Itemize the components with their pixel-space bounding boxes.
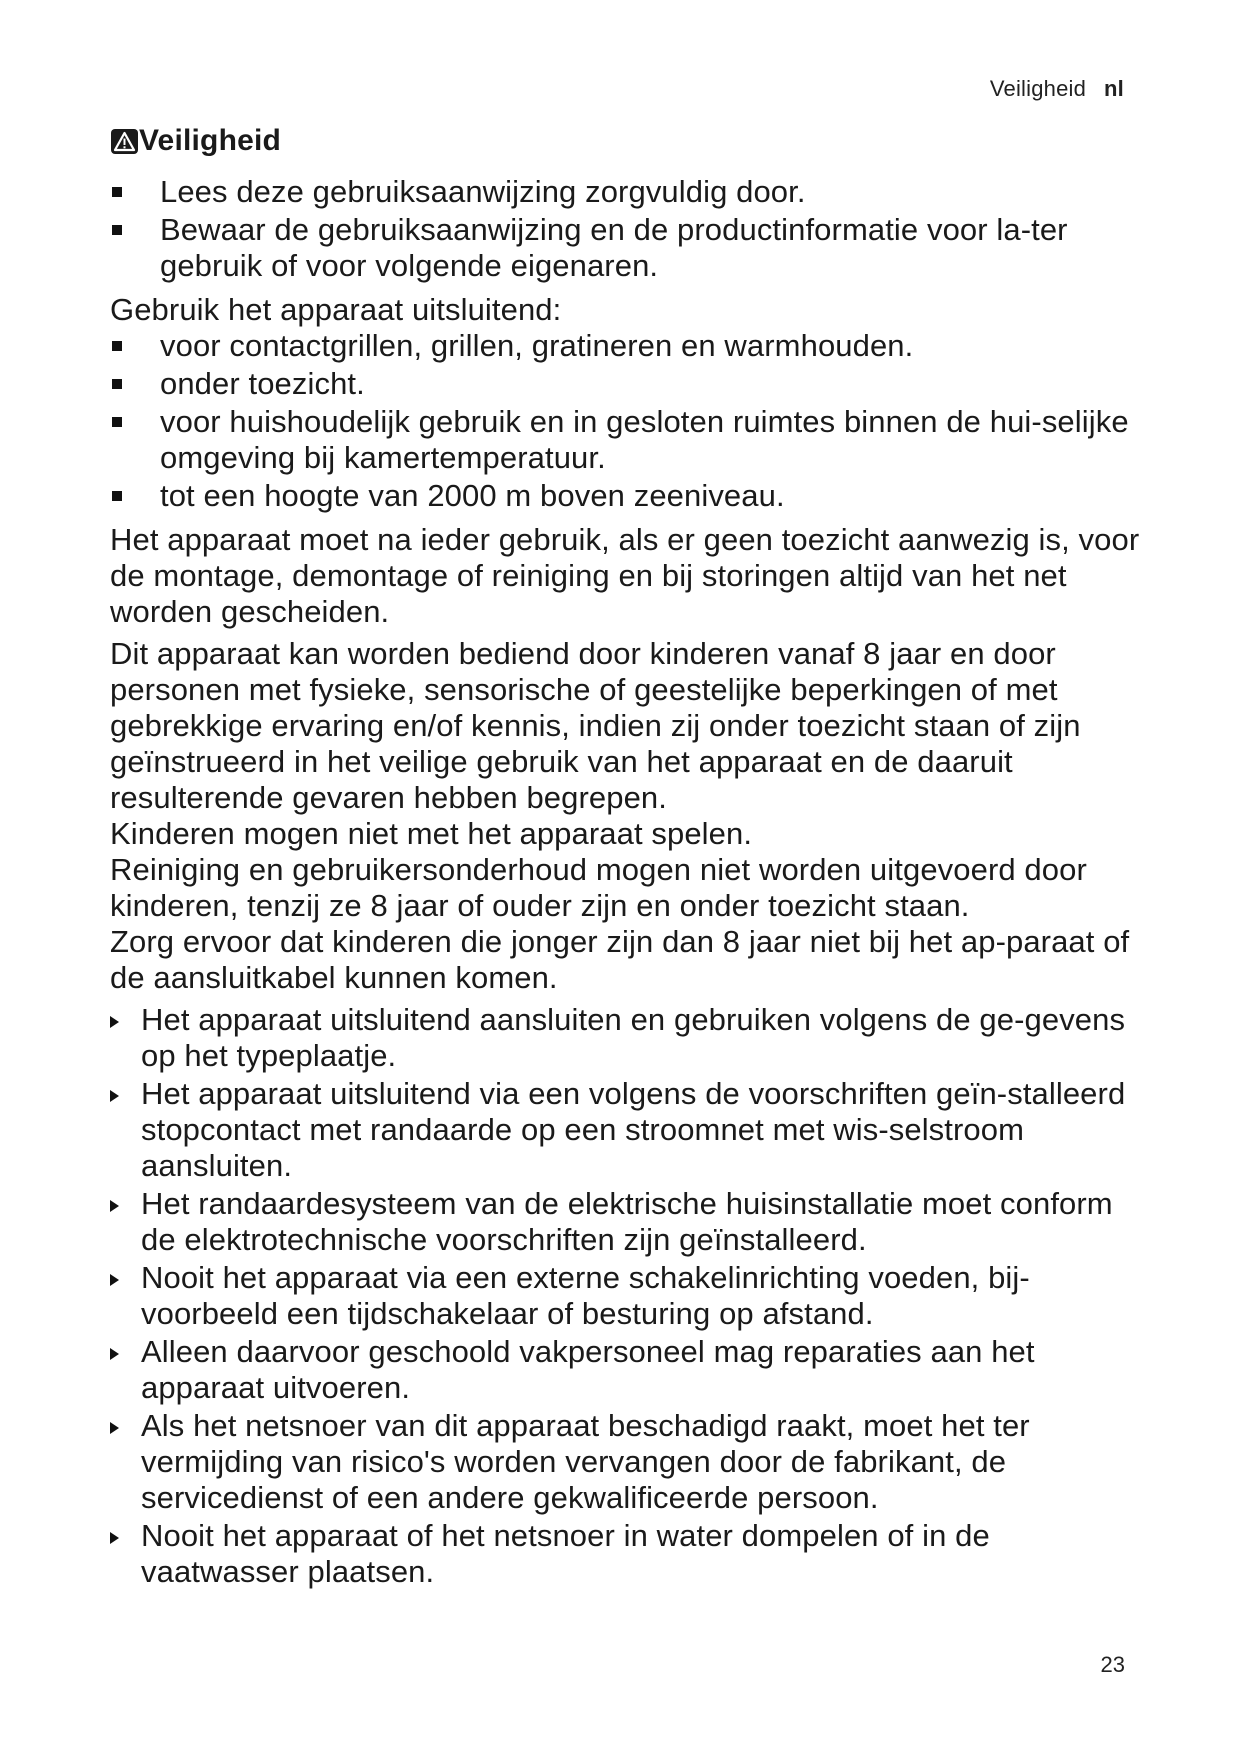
paragraph: Dit apparaat kan worden bediend door kinderen vanaf 8 jaar en door personen met fysieke, sensorische of geestelijke beperkingen of met gebrekkige ervaring en/of kennis, indien zij onder toezicht staan of zijn geïnstrueerd in het veilige gebruik van het apparaat en de daaruit resulterende gevaren hebben begrepen. (110, 636, 1081, 815)
list-item: Bewaar de gebruiksaanwijzing en de productinformatie voor la-ter gebruik of voor volgende eigenaren. (110, 212, 1140, 284)
instruction-item: Nooit het apparaat via een externe schakelinrichting voeden, bij-voorbeeld een tijdschakelaar of besturing op afstand. (110, 1260, 1140, 1332)
list-item: Lees deze gebruiksaanwijzing zorgvuldig door. (110, 174, 1140, 210)
paragraph-block (110, 522, 1140, 996)
instruction-list (110, 1002, 1140, 1590)
paragraph: Het apparaat moet na ieder gebruik, als er geen toezicht aanwezig is, voor de montage, demontage of reiniging en bij storingen altijd van het net worden gescheiden. (110, 522, 1140, 629)
header-section: Veiligheid (989, 76, 1087, 101)
paragraph: Kinderen mogen niet met het apparaat spelen. (110, 816, 753, 851)
intro-list (110, 174, 1140, 284)
list-item: tot een hoogte van 2000 m boven zeeniveau. (110, 478, 1140, 514)
instruction-item: Het randaardesysteem van de elektrische huisinstallatie moet conform de elektrotechnische voorschriften zijn geïnstalleerd. (110, 1186, 1140, 1258)
running-header (990, 76, 1124, 102)
instruction-item: Als het netsnoer van dit apparaat beschadigd raakt, moet het ter vermijding van risico's worden vervangen door de fabrikant, de servicedienst of een andere gekwalificeerde persoon. (110, 1408, 1140, 1516)
list-item: onder toezicht. (110, 366, 1140, 402)
header-language: nl (1104, 76, 1124, 101)
paragraph: Zorg ervoor dat kinderen die jonger zijn dan 8 jaar niet bij het ap-paraat of de aansluitkabel kunnen komen. (110, 924, 1130, 995)
instruction-item: Nooit het apparaat of het netsnoer in water dompelen of in de vaatwasser plaatsen. (110, 1518, 1140, 1590)
usage-heading: Gebruik het apparaat uitsluitend: (110, 292, 562, 327)
page-number: 23 (1100, 1652, 1125, 1677)
section-heading (110, 124, 1140, 158)
list-item: voor huishoudelijk gebruik en in gesloten ruimtes binnen de hui-selijke omgeving bij kamertemperatuur. (110, 404, 1140, 476)
page-title: Veiligheid (139, 124, 282, 157)
warning-triangle-icon (110, 128, 139, 155)
instruction-item: Het apparaat uitsluitend aansluiten en gebruiken volgens de ge-gevens op het typeplaatje. (110, 1002, 1140, 1074)
instruction-item: Het apparaat uitsluitend via een volgens de voorschriften geïn-stalleerd stopcontact met randaarde op een stroomnet met wis-selstroom aansluiten. (110, 1076, 1140, 1184)
usage-list (110, 328, 1140, 514)
paragraph: Reiniging en gebruikersonderhoud mogen niet worden uitgevoerd door kinderen, tenzij ze 8 jaar of ouder zijn en onder toezicht staan. (110, 852, 1087, 923)
instruction-item: Alleen daarvoor geschoold vakpersoneel mag reparaties aan het apparaat uitvoeren. (110, 1334, 1140, 1406)
page-content (110, 124, 1140, 1592)
list-item: voor contactgrillen, grillen, gratineren en warmhouden. (110, 328, 1140, 364)
